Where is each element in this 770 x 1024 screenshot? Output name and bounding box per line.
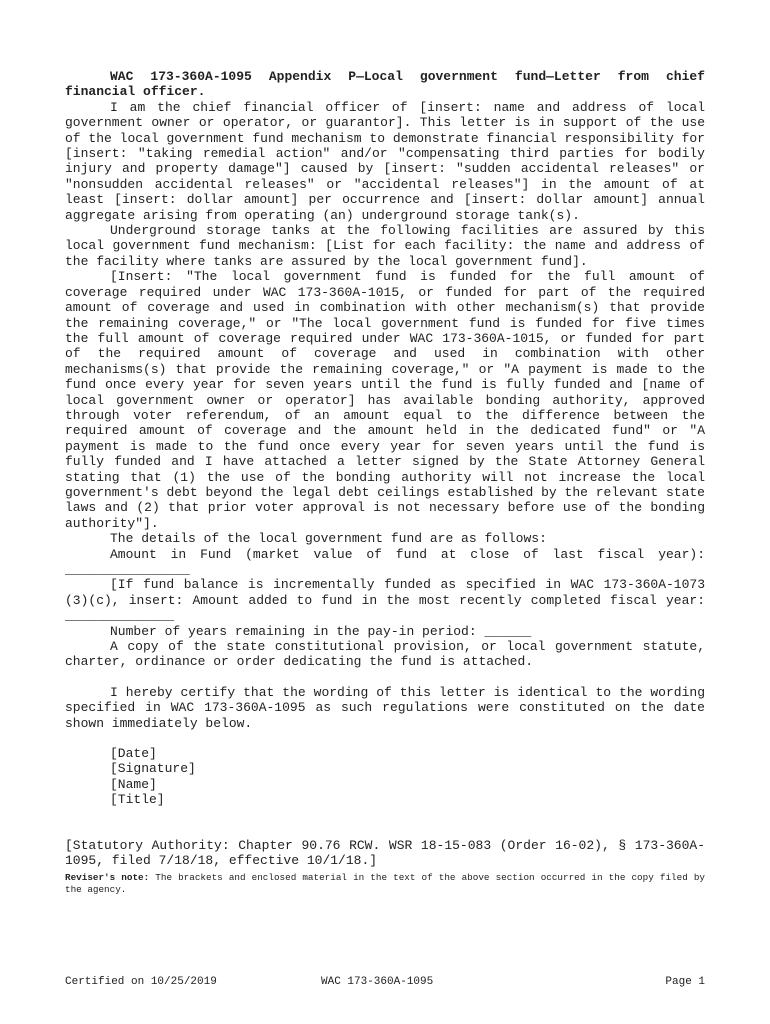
paragraph-copy-attached: A copy of the state constitutional provision, or local government statute, charter, ordinance or order dedicating the fund is attached.: [65, 639, 705, 670]
revisers-note: [65, 872, 705, 896]
paragraph-certification: I hereby certify that the wording of this letter is identical to the wording specified in WAC 173-360A-1095 as such regulations were constituted on the date shown immediately below.: [65, 684, 705, 731]
paragraph-amount-in-fund: Amount in Fund (market value of fund at close of last fiscal year): ________________: [65, 546, 705, 577]
revisers-note-label: Reviser's note:: [65, 871, 150, 883]
signature-block: [65, 746, 705, 808]
signature-line-date: [Date]: [110, 746, 157, 762]
paragraph-funding-options: [Insert: "The local government fund is funded for the full amount of coverage required under WAC 173-360A-1015, or funded for part of the required amount of coverage and used in combination with other mechanism(s) that provide the remaining coverage," or "The local government fund is funded for five times the full amount of coverage required under WAC 173-360A-1015, or funded for part of the required amount of coverage and used in combination with other mechanisms(s) that provide the remaining coverage," or "A payment is made to the fund once every year for seven years until the fund is fully funded and [name of local government owner or operator] has available bonding authority, approved through voter referendum, of an amount equal to the difference between the required amount of coverage and the amount held in the dedicated fund" or "A payment is made to the fund once every year for seven years until the fund is fully funded and I have attached a letter signed by the State Attorney General stating that (1) the use of the bonding authority will not increase the local government's debt beyond the legal debt ceilings established by the relevant state laws and (2) that prior voter approval is not necessary before use of the bonding authority"].: [65, 269, 705, 531]
footer-page-number: Page 1: [665, 976, 705, 988]
signature-line-title: [Title]: [110, 792, 165, 808]
section-heading: WAC 173-360A-1095 Appendix P—Local government fund—Letter from chief financial officer.: [65, 69, 705, 100]
paragraph-facilities: Underground storage tanks at the following facilities are assured by this local government fund mechanism: [List for each facility: the name and address of the facility where tanks are assured by the local government fund].: [65, 223, 705, 269]
statutory-authority: [Statutory Authority: Chapter 90.76 RCW. WSR 18-15-083 (Order 16-02), § 173-360A-1095, filed 7/18/18, effective 10/1/18.]: [65, 837, 705, 869]
document-body: [65, 69, 705, 896]
footer-section-id: WAC 173-360A-1095: [321, 976, 434, 988]
revisers-note-text: The brackets and enclosed material in the text of the above section occurred in the copy filed by the agency.: [65, 871, 706, 895]
paragraph-incremental-funding: [If fund balance is incrementally funded as specified in WAC 173-360A-1073 (3)(c), insert: Amount added to fund in the most recently completed fiscal year: ______________: [65, 577, 705, 624]
footer-certified-date: Certified on 10/25/2019: [65, 976, 217, 988]
paragraph-cfo-statement: I am the chief financial officer of [insert: name and address of local government owner or operator, or guarantor]. This letter is in support of the use of the local government fund mechanism to demonstrate financial responsibility for [insert: "taking remedial action" and/or "compensating third parties for bodily injury and property damage"] caused by [insert: "sudden accidental releases" or "nonsudden accidental releases" or "accidental releases"] in the amount of at least [insert: dollar amount] per occurrence and [insert: dollar amount] annual aggregate arising from operating (an) underground storage tank(s).: [65, 99, 705, 223]
signature-line-signature: [Signature]: [110, 761, 196, 777]
paragraph-fund-details: The details of the local government fund are as follows:: [110, 531, 547, 547]
paragraph-years-remaining: Number of years remaining in the pay-in period: ______: [110, 623, 532, 639]
signature-line-name: [Name]: [110, 776, 157, 792]
